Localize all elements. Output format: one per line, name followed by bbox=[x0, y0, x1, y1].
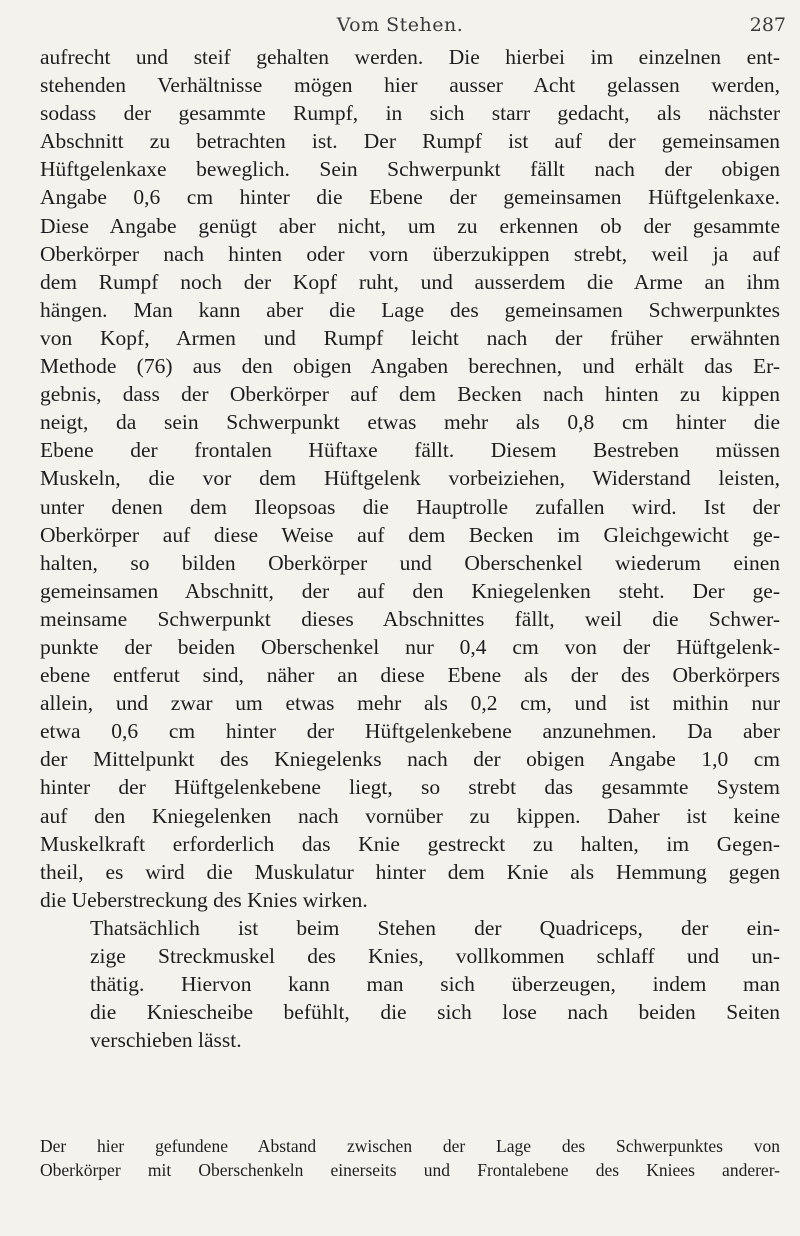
footnote bbox=[40, 1134, 780, 1182]
footnote-line: Oberkörper mit Oberschenkeln einerseits und Frontalebene des Kniees anderer- bbox=[40, 1160, 780, 1180]
text-line: neigt, da sein Schwerpunkt etwas mehr als 0,8 cm hinter die bbox=[40, 410, 780, 435]
text-line: Methode (76) aus den obigen Angaben berechnen, und erhält das Er- bbox=[40, 354, 780, 379]
text-line: hinter der Hüftgelenkebene liegt, so strebt das gesammte System bbox=[40, 775, 780, 800]
text-line: von Kopf, Armen und Rumpf leicht nach der früher erwähnten bbox=[40, 325, 780, 350]
text-line: hängen. Man kann aber die Lage des gemeinsamen Schwerpunktes bbox=[40, 297, 780, 322]
text-line: Hüftgelenkaxe beweglich. Sein Schwerpunkt fällt nach der obigen bbox=[40, 157, 780, 182]
text-line: die Ueberstreckung des Knies wirken. bbox=[40, 887, 368, 912]
paragraph bbox=[40, 43, 780, 914]
page-number: 287 bbox=[749, 14, 786, 36]
text-line: Diese Angabe genügt aber nicht, um zu erkennen ob der gesammte bbox=[40, 213, 780, 238]
text-line: Ebene der frontalen Hüftaxe fällt. Diesem Bestreben müssen bbox=[40, 438, 780, 463]
footnote-line: Der hier gefundene Abstand zwischen der Lage des Schwerpunktes von bbox=[40, 1136, 780, 1156]
paragraph-indented bbox=[40, 914, 780, 1054]
text-line: verschieben lässt. bbox=[90, 1028, 242, 1053]
text-line: gebnis, dass der Oberkörper auf dem Becken nach hinten zu kippen bbox=[40, 382, 780, 407]
text-line: stehenden Verhältnisse mögen hier ausser Acht gelassen werden, bbox=[40, 73, 780, 98]
text-line: Oberkörper nach hinten oder vorn überzukippen strebt, weil ja auf bbox=[40, 241, 780, 266]
text-line: der Mittelpunkt des Kniegelenks nach der obigen Angabe 1,0 cm bbox=[40, 747, 780, 772]
text-line: sodass der gesammte Rumpf, in sich starr gedacht, als nächster bbox=[40, 101, 780, 126]
text-line: meinsame Schwerpunkt dieses Abschnittes fällt, weil die Schwer- bbox=[40, 606, 780, 631]
text-line: Thatsächlich ist beim Stehen der Quadriceps, der ein- bbox=[90, 915, 780, 940]
text-line: unter denen dem Ileopsoas die Hauptrolle zufallen wird. Ist der bbox=[40, 494, 780, 519]
text-line: Oberkörper auf diese Weise auf dem Becken im Gleichgewicht ge- bbox=[40, 522, 780, 547]
text-line: zige Streckmuskel des Knies, vollkommen schlaff und un- bbox=[90, 944, 780, 968]
text-line: thätig. Hiervon kann man sich überzeugen, indem man bbox=[90, 972, 780, 997]
text-line: aufrecht und steif gehalten werden. Die hierbei im einzelnen ent- bbox=[40, 45, 780, 69]
text-line: theil, es wird die Muskulatur hinter dem Knie als Hemmung gegen bbox=[40, 859, 780, 884]
text-line: auf den Kniegelenken nach vornüber zu kippen. Daher ist keine bbox=[40, 803, 780, 828]
text-line: halten, so bilden Oberkörper und Oberschenkel wiederum einen bbox=[40, 550, 780, 575]
text-line: Muskeln, die vor dem Hüftgelenk vorbeiziehen, Widerstand leisten, bbox=[40, 466, 780, 491]
body-text bbox=[40, 43, 780, 1054]
text-line: punkte der beiden Oberschenkel nur 0,4 cm von der Hüftgelenk- bbox=[40, 634, 780, 659]
text-line: die Kniescheibe befühlt, die sich lose nach beiden Seiten bbox=[90, 1000, 780, 1025]
text-line: dem Rumpf noch der Kopf ruht, und ausserdem die Arme an ihm bbox=[40, 269, 780, 294]
text-line: ebene entferut sind, näher an diese Ebene als der des Oberkörpers bbox=[40, 663, 780, 688]
running-title: Vom Stehen. bbox=[336, 14, 464, 36]
text-line: Angabe 0,6 cm hinter die Ebene der gemeinsamen Hüftgelenkaxe. bbox=[40, 185, 780, 210]
text-line: Muskelkraft erforderlich das Knie gestreckt zu halten, im Gegen- bbox=[40, 831, 780, 856]
running-head bbox=[0, 14, 800, 40]
text-line: gemeinsamen Abschnitt, der auf den Kniegelenken steht. Der ge- bbox=[40, 578, 780, 603]
text-line: allein, und zwar um etwas mehr als 0,2 cm, und ist mithin nur bbox=[40, 691, 780, 716]
text-line: etwa 0,6 cm hinter der Hüftgelenkebene anzunehmen. Da aber bbox=[40, 719, 780, 744]
text-line: Abschnitt zu betrachten ist. Der Rumpf ist auf der gemeinsamen bbox=[40, 129, 780, 154]
